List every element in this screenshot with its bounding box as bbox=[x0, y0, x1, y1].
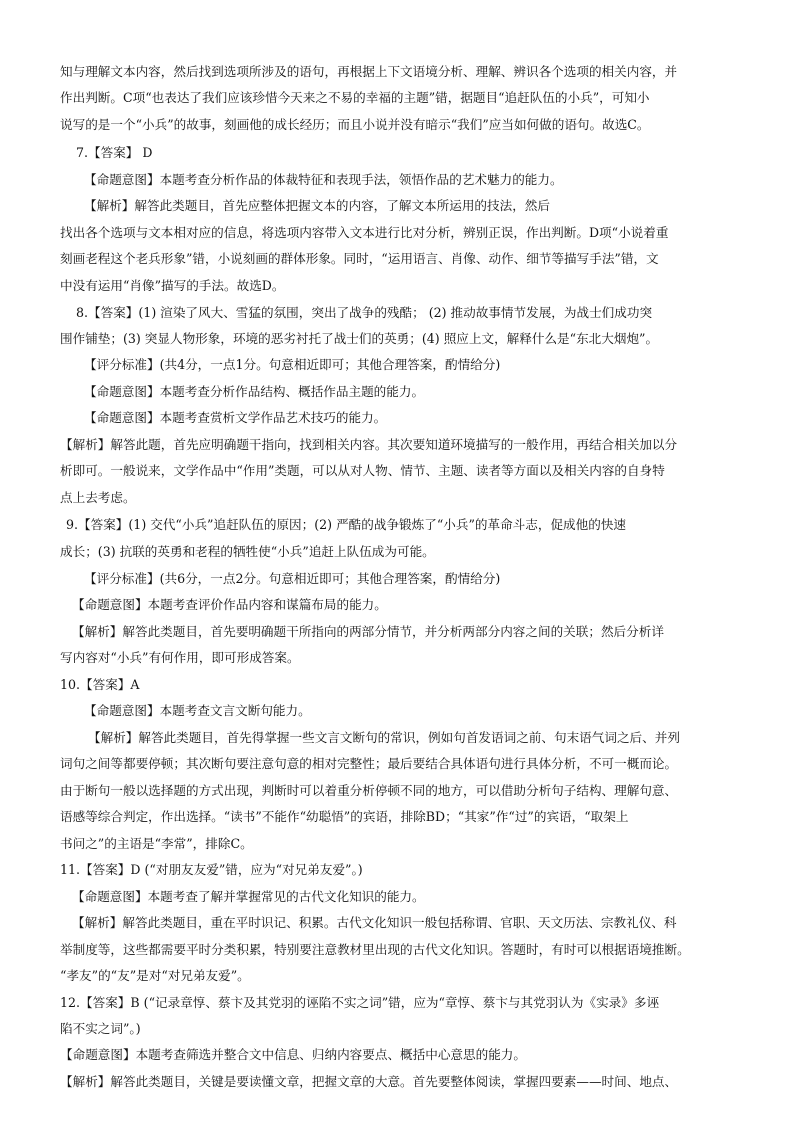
answer-heading-7: 7.【答案】 D bbox=[76, 145, 153, 160]
text-line: 【解析】解答此题，首先应明确题干指向，找到相关内容。其次要知道环境描写的一般作用，再结合相关加以分 bbox=[60, 437, 678, 452]
text-line: 中没有运用“肖像”描写的手法。故选D。 bbox=[60, 278, 285, 293]
answer-heading-8: 8.【答案】(1) 渲染了风大、雪猛的氛围，突出了战争的残酷； (2) 推动故事情节发展，为战士们成功突 bbox=[76, 305, 653, 320]
answer-heading-10: 10.【答案】A bbox=[60, 677, 140, 692]
text-line: 析即可。一般说来，文学作品中“作用”类题，可以从对人物、情节、主题、读者等方面以及相关内容的自身特 bbox=[60, 463, 665, 478]
text-line: 说写的是一个“小兵”的故事，刻画他的成长经历；而且小说并没有暗示“我们”应当如何做的语句。故选C。 bbox=[60, 117, 650, 132]
text-line: 由于断句一般以选择题的方式出现，判断时可以着重分析停顿不同的地方，可以借助分析句子结构、理解句意、 bbox=[60, 783, 678, 798]
text-line: 知与理解文本内容，然后找到选项所涉及的语句，再根据上下文语境分析、理解、辨识各个选项的相关内容，并 bbox=[60, 64, 678, 79]
text-line: 陷不实之词”。) bbox=[60, 1021, 141, 1036]
text-line: 成长；(3) 抗联的英勇和老程的牺牲使“小兵”追赶上队伍成为可能。 bbox=[60, 544, 435, 559]
text-line: 【命题意图】本题考查评价作品内容和谋篇布局的能力。 bbox=[72, 597, 387, 612]
text-line: 书问之”的主语是“李常”，排除C。 bbox=[60, 836, 253, 851]
text-line: 【评分标准】(共4分，一点1分。句意相近即可；其他合理答案，酌情给分) bbox=[84, 357, 501, 372]
text-line: 【命题意图】本题考查分析作品的体裁特征和表现手法，领悟作品的艺术魅力的能力。 bbox=[84, 172, 563, 187]
text-line: 【命题意图】本题考查了解并掌握常见的古代文化知识的能力。 bbox=[72, 889, 425, 904]
text-line: 【命题意图】本题考查文言文断句能力。 bbox=[84, 703, 311, 718]
text-line: 举制度等，这些都需要平时分类积累，特别要注意教材里出现的古代文化知识。答题时，有时可以根据语境推断。 bbox=[60, 942, 690, 957]
text-line: 写内容对“小兵”有何作用，即可形成答案。 bbox=[60, 650, 300, 665]
text-line: 找出各个选项与文本相对应的信息，将选项内容带入文本进行比对分析，辨别正误，作出判断。D项“小说着重 bbox=[60, 225, 669, 240]
answer-heading-11: 11.【答案】D (“对朋友友爱”错，应为“对兄弟友爱”。) bbox=[60, 862, 363, 877]
text-line: 【评分标准】(共6分，一点2分。句意相近即可；其他合理答案，酌情给分) bbox=[84, 571, 501, 586]
text-line: “孝友”的“友”是对“对兄弟友爱”。 bbox=[60, 968, 250, 983]
text-line: 【解析】解答此类题目，首先应整体把握文本的内容，了解文本所运用的技法，然后 bbox=[84, 198, 550, 213]
text-line: 【命题意图】本题考查分析作品结构、概括作品主题的能力。 bbox=[84, 384, 425, 399]
text-line: 刻画老程这个老兵形象”错，小说刻画的群体形象。同时，“运用语言、肖像、动作、细节等描写手法”错，文 bbox=[60, 251, 659, 266]
text-line: 【解析】解答此类题目，关键是要读懂文章，把握文章的大意。首先要整体阅读，掌握四要素——时间、地点、 bbox=[60, 1074, 678, 1089]
answer-heading-12: 12.【答案】B (“记录章惇、蔡卞及其党羽的诬陷不实之词”错，应为“章惇、蔡卞与其党羽认为《实录》多诬 bbox=[60, 995, 660, 1010]
text-line: 作出判断。C项“也表达了我们应该珍惜今天来之不易的幸福的主题”错，据题目“追赶队伍的小兵”，可知小 bbox=[60, 90, 650, 105]
text-line: 语感等综合判定，作出选择。“读书”不能作“幼聪悟”的宾语，排除BD；“其家”作“过”的宾语，“取架上 bbox=[60, 809, 629, 824]
text-line: 点上去考虑。 bbox=[60, 490, 136, 505]
text-line: 【解析】解答此类题目，首先得掌握一些文言文断句的常识，例如句首发语词之前、句末语气词之后、并列 bbox=[88, 730, 680, 745]
text-line: 【解析】解答此类题目，首先要明确题干所指向的两部分情节，并分析两部分内容之间的关联；然后分析详 bbox=[72, 624, 664, 639]
text-line: 【命题意图】本题考查赏析文学作品艺术技巧的能力。 bbox=[84, 410, 387, 425]
answer-heading-9: 9.【答案】(1) 交代“小兵”追赶队伍的原因；(2) 严酷的战争锻炼了“小兵”的革命斗志，促成他的快速 bbox=[66, 517, 627, 532]
text-line: 【命题意图】本题考查筛选并整合文中信息、归纳内容要点、概括中心意思的能力。 bbox=[60, 1047, 526, 1062]
text-line: 【解析】解答此类题目，重在平时识记、积累。古代文化知识一般包括称谓、官职、天文历法、宗教礼仪、科 bbox=[72, 915, 677, 930]
text-line: 围作铺垫；(3) 突显人物形象，环境的恶劣衬托了战士们的英勇；(4) 照应上文，解释什么是“东北大烟炮”。 bbox=[60, 331, 659, 346]
text-line: 词句之间等都要停顿；其次断句要注意句意的相对完整性；最后要结合具体语句进行具体分析，不可一概而论。 bbox=[60, 756, 678, 771]
